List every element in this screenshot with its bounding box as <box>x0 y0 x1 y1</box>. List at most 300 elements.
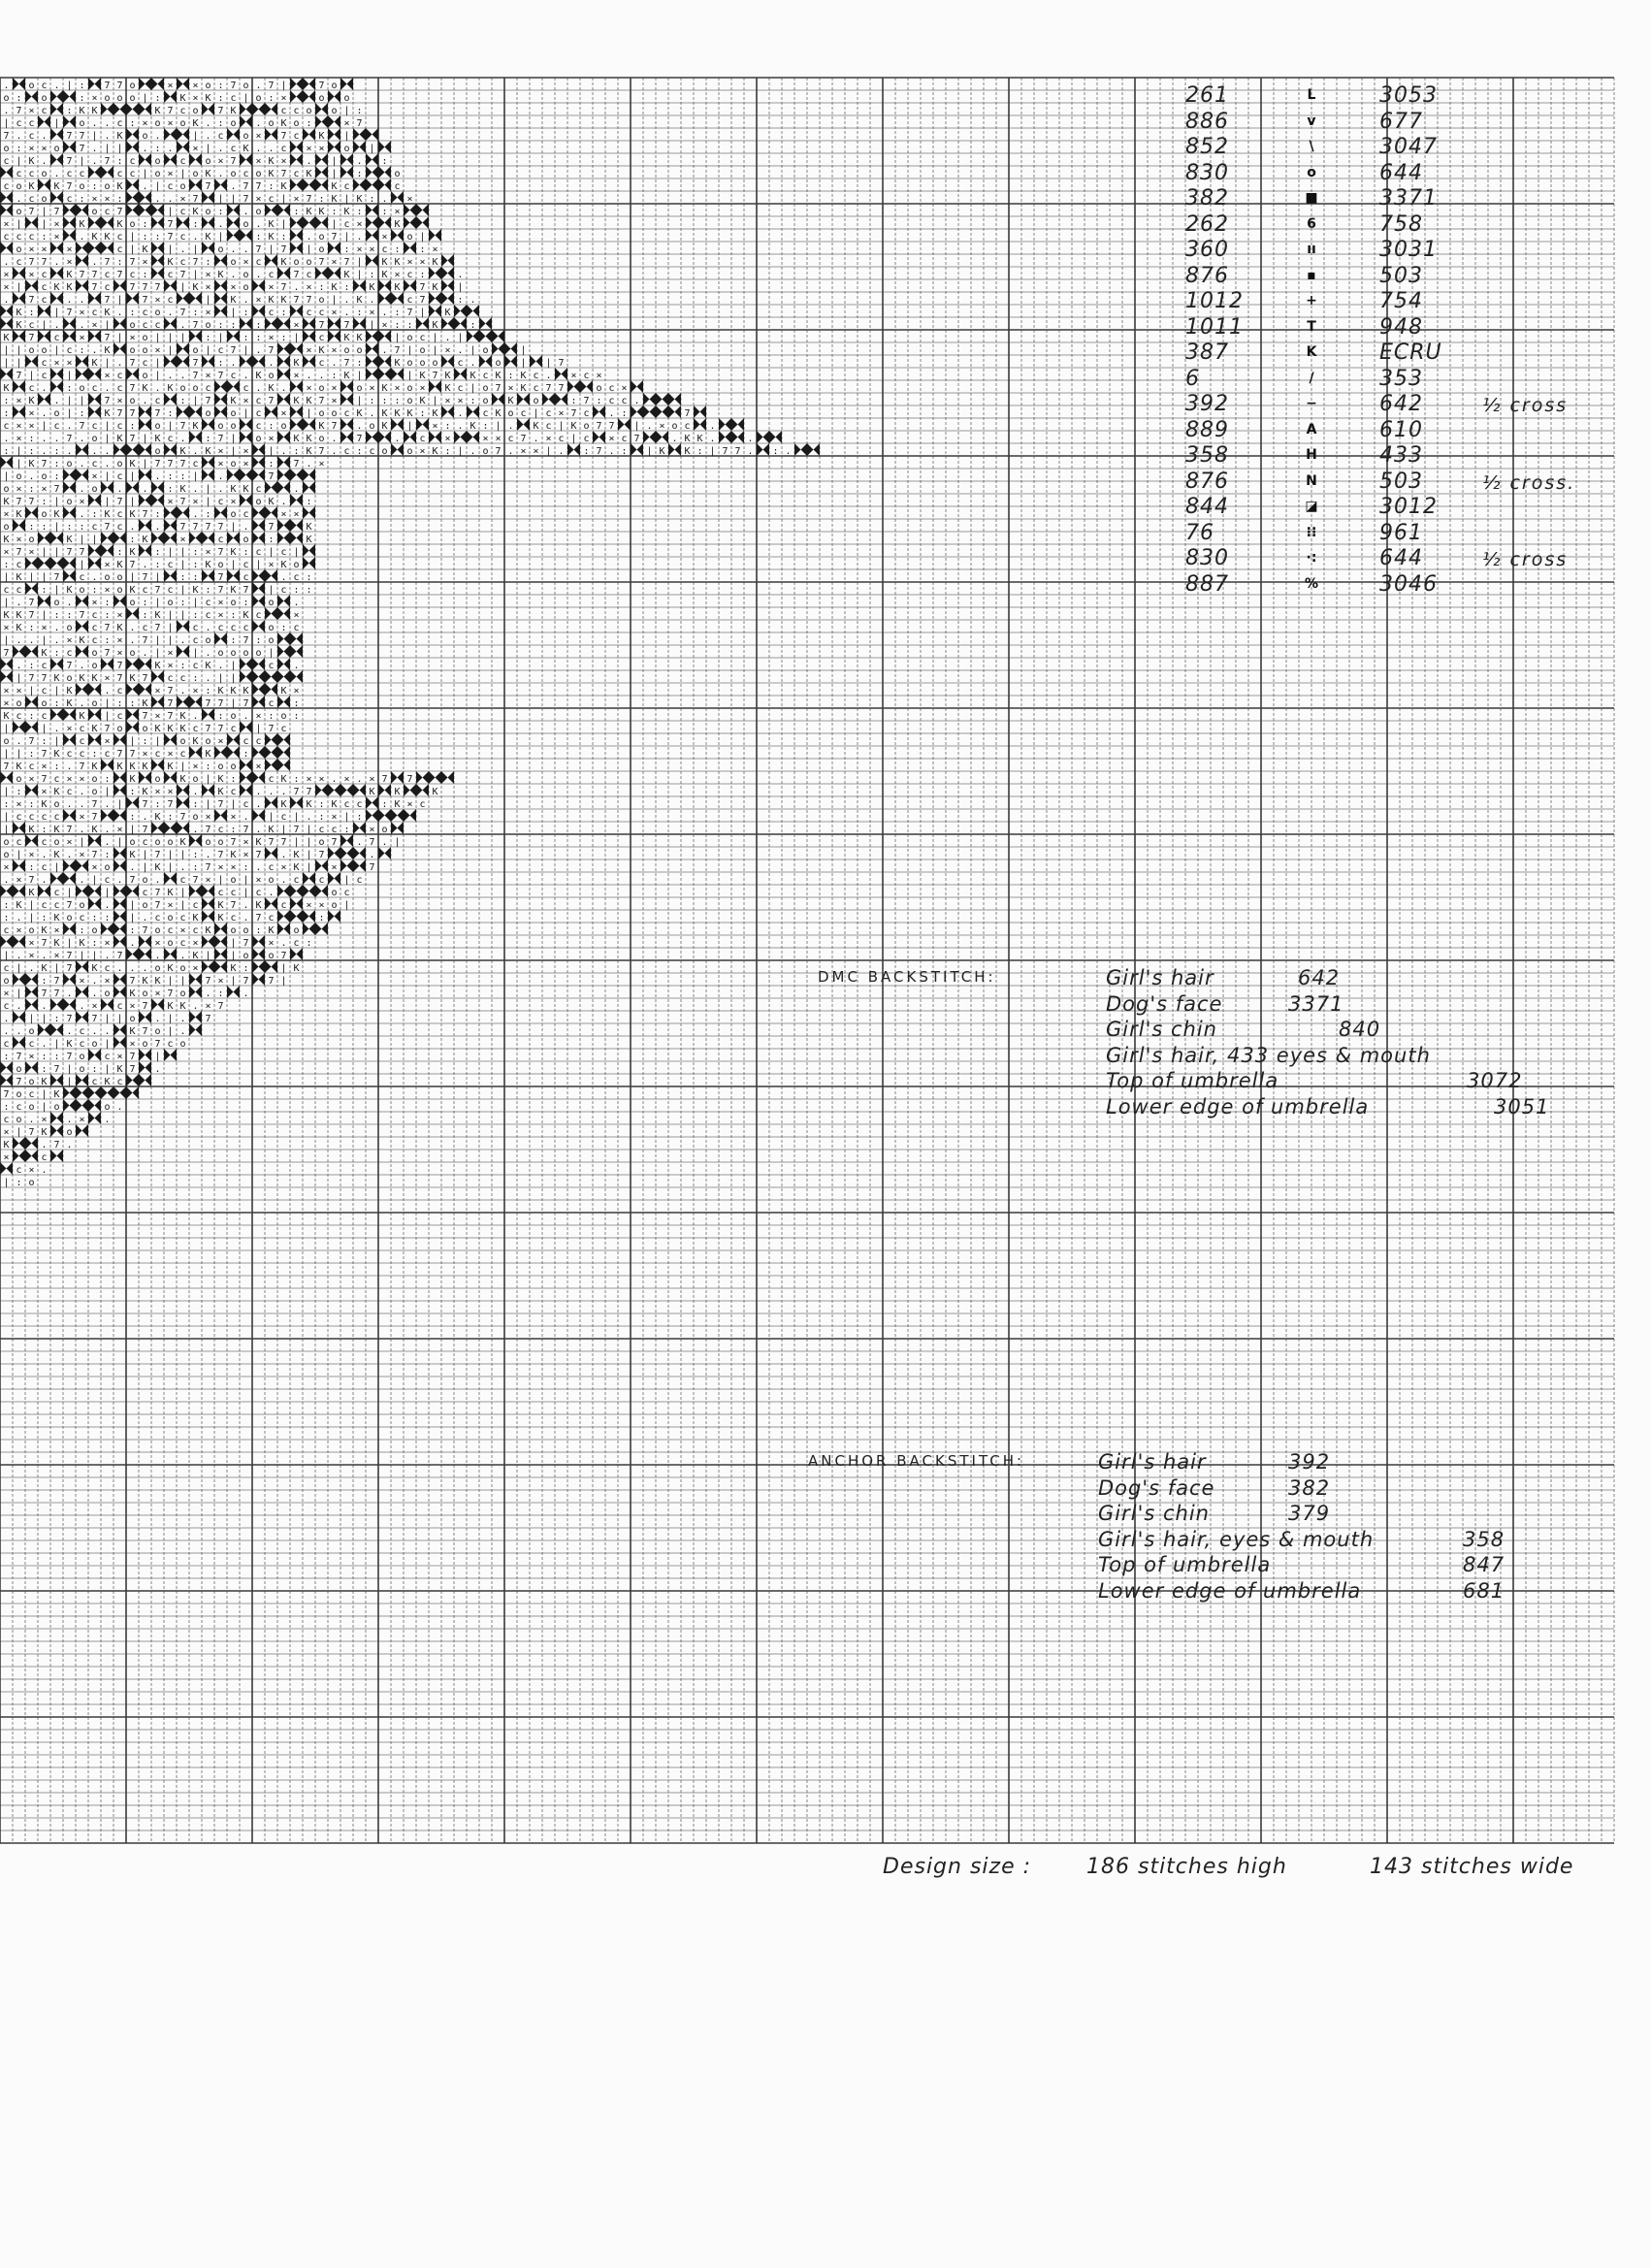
stitch-symbol: × <box>255 295 262 306</box>
key-anchor-number: 852 <box>1185 135 1229 159</box>
stitch-symbol: 7 <box>79 761 85 772</box>
stitch-symbol: c <box>116 509 123 520</box>
stitch-cross <box>290 229 303 242</box>
stitch-symbol: K <box>91 106 98 116</box>
stitch-cross <box>454 431 467 443</box>
stitch-symbol: 7 <box>116 749 123 760</box>
stitch-symbol: o <box>406 446 413 457</box>
stitch-cross <box>126 607 139 620</box>
stitch-symbol: | <box>192 270 199 280</box>
stitch-symbol: × <box>306 345 312 356</box>
stitch-symbol: 7 <box>495 446 502 457</box>
stitch-cross <box>214 178 227 191</box>
stitch-symbol: K <box>41 1077 48 1087</box>
stitch-cross <box>429 292 441 305</box>
stitch-symbol: K <box>179 1001 186 1012</box>
stitch-cross <box>214 254 227 267</box>
stitch-symbol: : <box>217 358 224 369</box>
stitch-symbol: c <box>217 497 224 507</box>
stitch-symbol: . <box>79 661 85 671</box>
stitch-symbol: × <box>331 862 338 873</box>
stitch-symbol: o <box>53 598 60 608</box>
stitch-symbol: : <box>255 232 262 243</box>
stitch-cross <box>126 683 139 696</box>
stitch-symbol: o <box>142 900 148 911</box>
stitch-symbol: K <box>3 497 10 507</box>
stitch-symbol: c <box>280 585 287 596</box>
stitch-cross <box>240 317 252 330</box>
stitch-cross <box>101 532 113 544</box>
stitch-symbol: 7 <box>104 522 111 533</box>
stitch-symbol: K <box>129 547 136 558</box>
stitch-cross <box>13 380 25 393</box>
stitch-symbol: 7 <box>419 295 426 306</box>
stitch-cross <box>290 519 303 532</box>
stitch-symbol: 7 <box>192 257 199 268</box>
stitch-symbol: c <box>116 383 123 394</box>
stitch-symbol: 7 <box>268 724 275 734</box>
stitch-symbol: : <box>3 396 10 406</box>
stitch-symbol: 7 <box>558 383 565 394</box>
stitch-symbol: K <box>343 371 350 381</box>
stitch-cross <box>340 418 353 431</box>
stitch-symbol: . <box>104 900 111 911</box>
stitch-symbol: : <box>596 396 602 406</box>
stitch-symbol: . <box>79 1001 85 1012</box>
stitch-cross <box>76 368 88 380</box>
stitch-symbol: c <box>116 1001 123 1012</box>
stitch-symbol: o <box>306 106 312 116</box>
key-anchor-number: 1011 <box>1185 314 1244 340</box>
stitch-symbol: . <box>66 598 73 608</box>
stitch-cross <box>113 1086 126 1099</box>
stitch-cross <box>429 380 441 393</box>
stitch-symbol: | <box>53 308 60 318</box>
stitch-cross <box>252 469 265 481</box>
stitch-cross <box>63 708 76 721</box>
stitch-symbol: . <box>192 711 199 722</box>
stitch-symbol: K <box>16 623 22 633</box>
stitch-cross <box>265 128 277 141</box>
stitch-symbol: : <box>154 560 161 570</box>
stitch-cross <box>277 204 290 216</box>
stitch-symbol: × <box>243 446 249 457</box>
stitch-symbol: o <box>179 1039 186 1050</box>
stitch-symbol: 7 <box>217 850 224 860</box>
stitch-symbol: K <box>419 396 426 406</box>
stitch-symbol: | <box>280 976 287 987</box>
stitch-cross <box>50 368 63 380</box>
stitch-symbol: . <box>179 244 186 255</box>
key-dmc-number: 961 <box>1379 520 1423 545</box>
stitch-cross <box>315 267 328 279</box>
stitch-cross <box>240 759 252 771</box>
stitch-symbol: | <box>545 358 552 369</box>
stitch-symbol: : <box>41 522 48 533</box>
stitch-cross <box>656 431 668 443</box>
stitch-cross <box>38 532 50 544</box>
stitch-cross <box>88 885 101 897</box>
stitch-symbol: 7 <box>66 661 73 671</box>
stitch-symbol: K <box>394 408 401 419</box>
stitch-symbol: × <box>16 925 22 936</box>
stitch-symbol: : <box>79 522 85 533</box>
stitch-symbol: K <box>104 1077 111 1087</box>
stitch-symbol: | <box>293 812 300 823</box>
stitch-symbol: × <box>621 383 628 394</box>
stitch-cross <box>164 128 177 141</box>
stitch-symbol: : <box>230 610 237 621</box>
stitch-symbol: . <box>53 81 60 91</box>
stitch-symbol: c <box>243 509 249 520</box>
stitch-symbol: 7 <box>343 257 350 268</box>
stitch-symbol: c <box>217 131 224 142</box>
stitch-symbol: o <box>79 118 85 129</box>
anchor-backstitch-value: 847 <box>1463 1553 1505 1576</box>
stitch-symbol: 7 <box>217 547 224 558</box>
stitch-symbol: o <box>230 257 237 268</box>
stitch-symbol: o <box>255 207 262 217</box>
stitch-symbol: c <box>280 547 287 558</box>
stitch-symbol: K <box>179 93 186 104</box>
stitch-symbol: K <box>268 497 275 507</box>
stitch-cross <box>76 1074 88 1086</box>
stitch-symbol: : <box>394 396 401 406</box>
stitch-symbol: × <box>154 711 161 722</box>
stitch-cross <box>50 267 63 279</box>
stitch-cross <box>0 317 13 330</box>
stitch-symbol: . <box>280 875 287 886</box>
stitch-symbol: . <box>646 421 653 432</box>
stitch-cross <box>328 847 340 859</box>
stitch-symbol: × <box>79 308 85 318</box>
stitch-symbol: c <box>343 446 350 457</box>
stitch-symbol: c <box>243 383 249 394</box>
stitch-cross <box>76 443 88 456</box>
stitch-symbol: o <box>91 661 98 671</box>
stitch-symbol: c <box>28 232 35 243</box>
stitch-cross <box>240 418 252 431</box>
stitch-symbol: K <box>696 434 703 444</box>
stitch-symbol: 7 <box>28 1127 35 1138</box>
stitch-symbol: 7 <box>406 308 413 318</box>
stitch-symbol: c <box>280 106 287 116</box>
stitch-symbol: c <box>482 408 489 419</box>
stitch-symbol: 7 <box>154 408 161 419</box>
stitch-cross <box>252 948 265 960</box>
stitch-cross <box>88 557 101 569</box>
stitch-symbol: . <box>53 257 60 268</box>
stitch-symbol: o <box>179 988 186 999</box>
stitch-symbol: × <box>167 787 174 797</box>
stitch-symbol: | <box>179 850 186 860</box>
stitch-symbol: | <box>79 535 85 545</box>
stitch-symbol: 7 <box>154 900 161 911</box>
stitch-cross <box>13 405 25 418</box>
stitch-symbol: . <box>306 459 312 470</box>
stitch-symbol: K <box>268 383 275 394</box>
stitch-cross <box>378 166 391 178</box>
stitch-symbol: | <box>129 900 136 911</box>
stitch-cross <box>416 771 429 784</box>
stitch-symbol: o <box>66 459 73 470</box>
stitch-symbol: 7 <box>104 396 111 406</box>
stitch-symbol: 7 <box>243 635 249 646</box>
stitch-cross <box>202 191 214 204</box>
stitch-symbol: K <box>217 270 224 280</box>
stitch-symbol: c <box>179 232 186 243</box>
stitch-symbol: o <box>230 925 237 936</box>
stitch-symbol: 7 <box>154 585 161 596</box>
stitch-symbol: K <box>192 585 199 596</box>
stitch-cross <box>189 292 202 305</box>
stitch-symbol: 7 <box>79 610 85 621</box>
stitch-symbol: × <box>293 610 300 621</box>
stitch-symbol: | <box>28 371 35 381</box>
key-anchor-number: 830 <box>1185 160 1229 185</box>
stitch-symbol: | <box>205 774 211 785</box>
stitch-symbol: | <box>343 875 350 886</box>
stitch-cross <box>189 696 202 708</box>
stitch-symbol: o <box>154 169 161 179</box>
stitch-symbol: c <box>205 610 211 621</box>
stitch-symbol: o <box>243 951 249 961</box>
stitch-symbol: . <box>179 686 186 697</box>
stitch-cross <box>807 443 820 456</box>
stitch-symbol: | <box>205 345 211 356</box>
stitch-cross <box>177 216 189 229</box>
stitch-cross <box>340 834 353 847</box>
stitch-symbol: | <box>457 333 464 343</box>
stitch-symbol: × <box>16 875 22 886</box>
stitch-symbol: × <box>205 282 211 293</box>
stitch-symbol: c <box>104 875 111 886</box>
stitch-symbol: 7 <box>3 761 10 772</box>
stitch-symbol: c <box>343 181 350 192</box>
stitch-symbol: | <box>53 1039 60 1050</box>
key-symbol: H <box>1306 447 1317 463</box>
stitch-cross <box>265 481 277 494</box>
stitch-symbol: × <box>596 371 602 381</box>
stitch-cross <box>189 330 202 342</box>
stitch-symbol: : <box>243 963 249 974</box>
stitch-symbol: 7 <box>28 598 35 608</box>
stitch-cross <box>63 115 76 128</box>
stitch-symbol: : <box>79 345 85 356</box>
stitch-symbol: × <box>331 257 338 268</box>
stitch-symbol: o <box>3 144 10 154</box>
stitch-symbol: . <box>79 295 85 306</box>
stitch-symbol: : <box>104 635 111 646</box>
stitch-symbol: : <box>142 736 148 747</box>
stitch-cross <box>113 532 126 544</box>
stitch-symbol: K <box>142 535 148 545</box>
stitch-symbol: c <box>79 169 85 179</box>
stitch-symbol: K <box>91 232 98 243</box>
stitch-symbol: : <box>41 497 48 507</box>
stitch-symbol: × <box>495 434 502 444</box>
stitch-symbol: 7 <box>192 371 199 381</box>
stitch-cross <box>227 380 240 393</box>
stitch-cross <box>63 216 76 229</box>
stitch-symbol: o <box>230 169 237 179</box>
key-dmc-number: 3012 <box>1379 495 1438 519</box>
stitch-cross <box>50 90 63 103</box>
stitch-symbol: c <box>116 244 123 255</box>
stitch-symbol: 7 <box>16 106 22 116</box>
stitch-symbol: K <box>343 207 350 217</box>
stitch-cross <box>164 90 177 103</box>
stitch-symbol: c <box>457 358 464 369</box>
stitch-symbol: | <box>469 345 476 356</box>
stitch-symbol: . <box>343 308 350 318</box>
stitch-symbol: K <box>154 812 161 823</box>
stitch-symbol: . <box>129 635 136 646</box>
stitch-cross <box>240 670 252 683</box>
stitch-symbol: K <box>28 888 35 898</box>
stitch-symbol: | <box>280 963 287 974</box>
stitch-symbol: c <box>154 913 161 923</box>
stitch-cross <box>151 204 164 216</box>
stitch-symbol: c <box>255 888 262 898</box>
stitch-symbol: | <box>343 106 350 116</box>
stitch-symbol: : <box>154 144 161 154</box>
stitch-cross <box>328 90 340 103</box>
stitch-cross <box>277 342 290 355</box>
stitch-symbol: K <box>129 1026 136 1037</box>
stitch-cross <box>25 998 38 1011</box>
stitch-cross <box>25 1150 38 1162</box>
stitch-cross <box>227 229 240 242</box>
stitch-symbol: × <box>167 118 174 129</box>
stitch-cross <box>76 242 88 254</box>
key-dmc-number: 3047 <box>1379 135 1438 159</box>
stitch-cross <box>177 355 189 368</box>
stitch-symbol: . <box>79 875 85 886</box>
stitch-symbol: . <box>142 648 148 659</box>
stitch-symbol: 7 <box>217 698 224 709</box>
stitch-symbol: K <box>16 320 22 331</box>
stitch-symbol: | <box>41 1102 48 1113</box>
stitch-cross <box>189 405 202 418</box>
stitch-symbol: 7 <box>53 484 60 495</box>
stitch-cross <box>113 910 126 923</box>
stitch-symbol: . <box>66 295 73 306</box>
stitch-cross <box>126 721 139 733</box>
stitch-symbol: × <box>66 837 73 848</box>
anchor-backstitch-label: Girl's hair, eyes & mouth <box>1098 1527 1375 1551</box>
stitch-cross <box>13 645 25 658</box>
stitch-cross <box>404 204 416 216</box>
stitch-symbol: 7 <box>243 181 249 192</box>
stitch-symbol: . <box>142 396 148 406</box>
stitch-symbol: | <box>243 345 249 356</box>
stitch-symbol: K <box>293 434 300 444</box>
stitch-symbol: : <box>318 799 325 810</box>
stitch-symbol: | <box>154 181 161 192</box>
stitch-symbol: c <box>217 825 224 835</box>
stitch-symbol: | <box>41 635 48 646</box>
stitch-cross <box>214 960 227 973</box>
stitch-cross <box>303 910 315 923</box>
stitch-symbol: × <box>205 1001 211 1012</box>
stitch-symbol: 7 <box>16 497 22 507</box>
stitch-cross <box>189 153 202 166</box>
stitch-symbol: × <box>558 408 565 419</box>
stitch-symbol: c <box>28 131 35 142</box>
stitch-symbol: × <box>268 938 275 949</box>
stitch-symbol: . <box>104 825 111 835</box>
stitch-symbol: | <box>432 345 438 356</box>
stitch-symbol: × <box>394 270 401 280</box>
stitch-symbol: o <box>16 774 22 785</box>
stitch-symbol: 7 <box>142 925 148 936</box>
stitch-cross <box>202 532 214 544</box>
stitch-cross <box>416 317 429 330</box>
stitch-symbol: × <box>66 774 73 785</box>
stitch-symbol: × <box>66 257 73 268</box>
stitch-symbol: o <box>243 648 249 659</box>
stitch-symbol: | <box>394 333 401 343</box>
stitch-cross <box>113 1036 126 1049</box>
stitch-symbol: K <box>91 724 98 734</box>
stitch-symbol: 7 <box>167 459 174 470</box>
stitch-cross <box>668 393 681 405</box>
stitch-symbol: : <box>306 585 312 596</box>
stitch-symbol: . <box>243 900 249 911</box>
stitch-symbol: : <box>41 736 48 747</box>
stitch-symbol: × <box>419 257 426 268</box>
stitch-symbol: c <box>243 736 249 747</box>
stitch-symbol: 7 <box>129 383 136 394</box>
stitch-symbol: . <box>129 862 136 873</box>
stitch-cross <box>177 822 189 834</box>
stitch-symbol: × <box>369 383 375 394</box>
stitch-symbol: | <box>53 497 60 507</box>
stitch-symbol: 7 <box>205 825 211 835</box>
stitch-symbol: K <box>318 345 325 356</box>
stitch-symbol: . <box>3 257 10 268</box>
stitch-symbol: K <box>280 118 287 129</box>
stitch-symbol: o <box>16 698 22 709</box>
stitch-symbol: : <box>167 812 174 823</box>
stitch-symbol: × <box>79 1115 85 1125</box>
stitch-symbol: : <box>217 320 224 331</box>
stitch-cross <box>391 809 404 822</box>
stitch-symbol: o <box>79 1052 85 1062</box>
stitch-symbol: c <box>28 320 35 331</box>
stitch-symbol: × <box>66 244 73 255</box>
stitch-symbol: | <box>205 951 211 961</box>
stitch-symbol: × <box>91 598 98 608</box>
stitch-cross <box>555 393 567 405</box>
stitch-symbol: K <box>142 383 148 394</box>
stitch-symbol: : <box>217 711 224 722</box>
stitch-cross <box>101 242 113 254</box>
stitch-symbol: : <box>356 446 363 457</box>
stitch-symbol: o <box>406 358 413 369</box>
stitch-symbol: : <box>381 207 388 217</box>
stitch-symbol: K <box>179 774 186 785</box>
stitch-cross <box>202 935 214 948</box>
stitch-symbol: c <box>66 787 73 797</box>
stitch-symbol: | <box>167 976 174 987</box>
stitch-symbol: . <box>205 850 211 860</box>
stitch-symbol: : <box>28 308 35 318</box>
stitch-symbol: . <box>16 635 22 646</box>
stitch-symbol: K <box>268 825 275 835</box>
stitch-cross <box>315 153 328 166</box>
